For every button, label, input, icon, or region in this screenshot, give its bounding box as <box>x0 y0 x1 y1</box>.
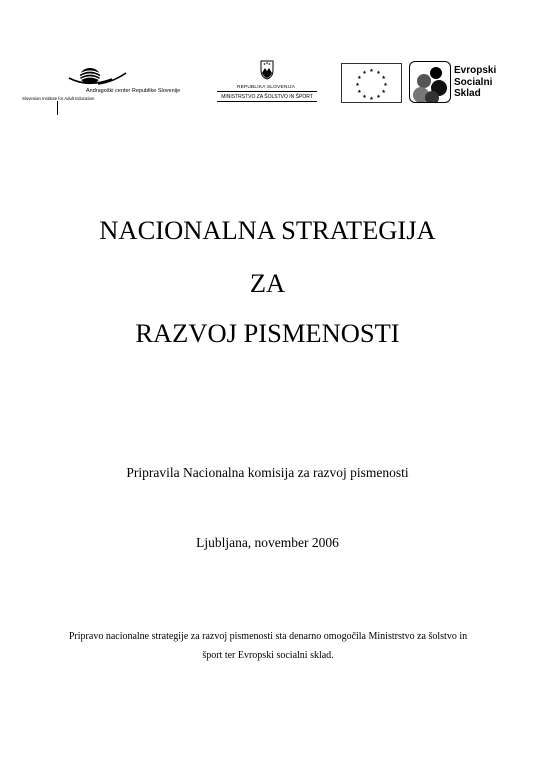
ministry-logo <box>214 60 322 104</box>
eu-flag-icon <box>342 64 401 102</box>
acs-name-en: Slovenian Institute for Adult Education <box>22 96 95 101</box>
ministry-republic: REPUBLIKA SLOVENIJA <box>236 85 296 90</box>
svg-text:★: ★ <box>355 82 360 88</box>
coat-of-arms-icon <box>260 60 274 80</box>
svg-text:★: ★ <box>362 69 367 76</box>
place-date: Ljubljana, november 2006 <box>196 535 339 550</box>
ess-line3: Sklad <box>454 88 481 99</box>
logo-bar <box>0 0 535 120</box>
svg-text:★: ★ <box>376 94 381 101</box>
acs-swirl-icon <box>68 64 128 90</box>
svg-text:★: ★ <box>357 89 362 95</box>
funding-note-line2: šport ter Evropski socialni sklad. <box>202 650 334 661</box>
funding-note <box>62 627 474 665</box>
ess-logo <box>409 61 519 107</box>
ministry-name: MINISTRSTVO ZA ŠOLSTVO IN ŠPORT <box>221 94 313 100</box>
ess-line1: Evropski <box>454 65 497 76</box>
title-line-1: NACIONALNA STRATEGIJA <box>99 215 436 245</box>
ess-text <box>454 65 496 100</box>
ministry-rule <box>217 91 317 92</box>
svg-text:★: ★ <box>381 75 386 81</box>
svg-text:★: ★ <box>357 75 362 81</box>
svg-text:★: ★ <box>376 69 381 76</box>
svg-text:★: ★ <box>362 94 367 101</box>
acs-logo <box>20 64 210 116</box>
funding-note-line1: Pripravo nacionalne strategije za razvoj pismenosti sta denarno omogočila Ministrstvo za šolstvo in <box>68 631 468 642</box>
ess-line2: Socialni <box>454 76 493 88</box>
ess-people-icon <box>409 61 451 103</box>
svg-text:★: ★ <box>369 68 374 74</box>
acs-divider <box>57 101 58 115</box>
svg-text:★: ★ <box>381 89 386 95</box>
title-line-3: RAZVOJ PISMENOSTI <box>135 318 400 348</box>
ministry-rule-bottom <box>217 101 317 102</box>
svg-text:★: ★ <box>383 82 388 88</box>
title-line-2: ZA <box>249 268 286 298</box>
acs-name: Andragoški center Republike Slovenije <box>86 88 181 94</box>
eu-flag <box>341 63 402 103</box>
svg-text:★: ★ <box>369 96 374 102</box>
prepared-by: Pripravila Nacionalna komisija za razvoj pismenosti <box>126 465 409 480</box>
